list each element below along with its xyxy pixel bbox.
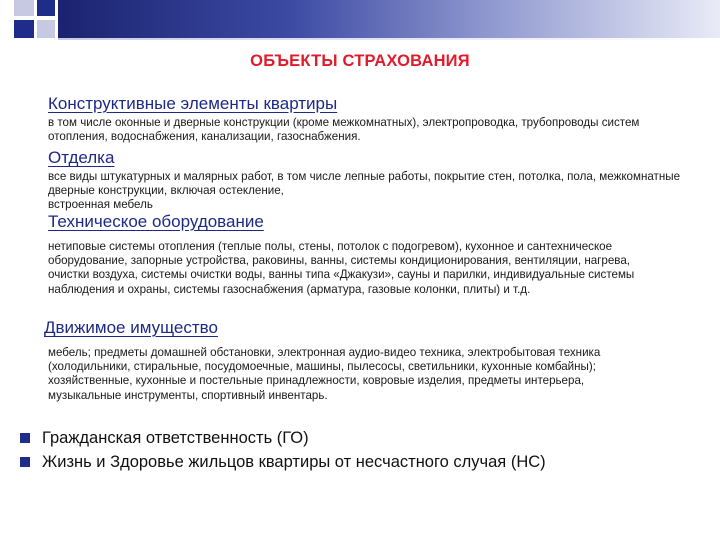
section-text-movable: мебель; предметы домашней обстановки, электронная аудио-видео техника, электробытовая техника (холодильники, стиральные, посудомоечные, машины, пылесосы, светильники, кухонные комбайны); хозяйственные, кухонные и постельные принадлежности, ковровые изделия, предметы интерьера, музыкальные инструменты, спортивный инвентарь. [48,346,601,402]
list-item [20,450,546,474]
section-heading-finishing: Отделка [48,148,115,167]
section-text-equipment: нетиповые системы отопления (теплые полы, стены, потолок с подогревом), кухонное и сантехническое оборудование, запорные устройства, раковины, ванны, системы кондиционирования, вентиляции, нагрева, очистки воздуха, системы очистки воды, ванны типа «Джакузи», сауны и парилки, индивидуальные системы наблюдения и охраны, системы газоснабжения (арматура, газовые колонки, плиты) и т.д. [48,240,635,296]
section-text-structural: в том числе оконные и дверные конструкции (кроме межкомнатных), электропроводка, трубопроводы систем отопления, водоснабжения, канализации, газоснабжения. [48,116,640,144]
bullet-text: Жизнь и Здоровье жильцов квартиры от несчастного случая (НС) [42,452,546,471]
section-heading-movable: Движимое имущество [44,318,218,337]
square-bullet-icon [20,457,30,467]
header-decoration [0,0,720,48]
decor-square [37,0,55,16]
section-text-finishing: все виды штукатурных и малярных работ, в том числе лепные работы, покрытие стен, потолка, пола, межкомнатные дверные конструкции, включая остекление, [48,170,681,198]
slide-title: ОБЪЕКТЫ СТРАХОВАНИЯ [250,52,470,70]
section-heading-structural: Конструктивные элементы квартиры [48,94,338,113]
square-bullet-icon [20,433,30,443]
section-heading-equipment: Техническое оборудование [48,212,264,231]
header-stripe [58,38,720,40]
bullet-list [20,426,546,474]
decor-square [14,20,34,38]
gradient-bar [58,0,720,38]
list-item [20,426,546,450]
decor-square [37,20,55,38]
bullet-text: Гражданская ответственность (ГО) [42,428,309,447]
section-text-finishing-extra: встроенная мебель [48,198,153,211]
decor-square [14,0,34,16]
